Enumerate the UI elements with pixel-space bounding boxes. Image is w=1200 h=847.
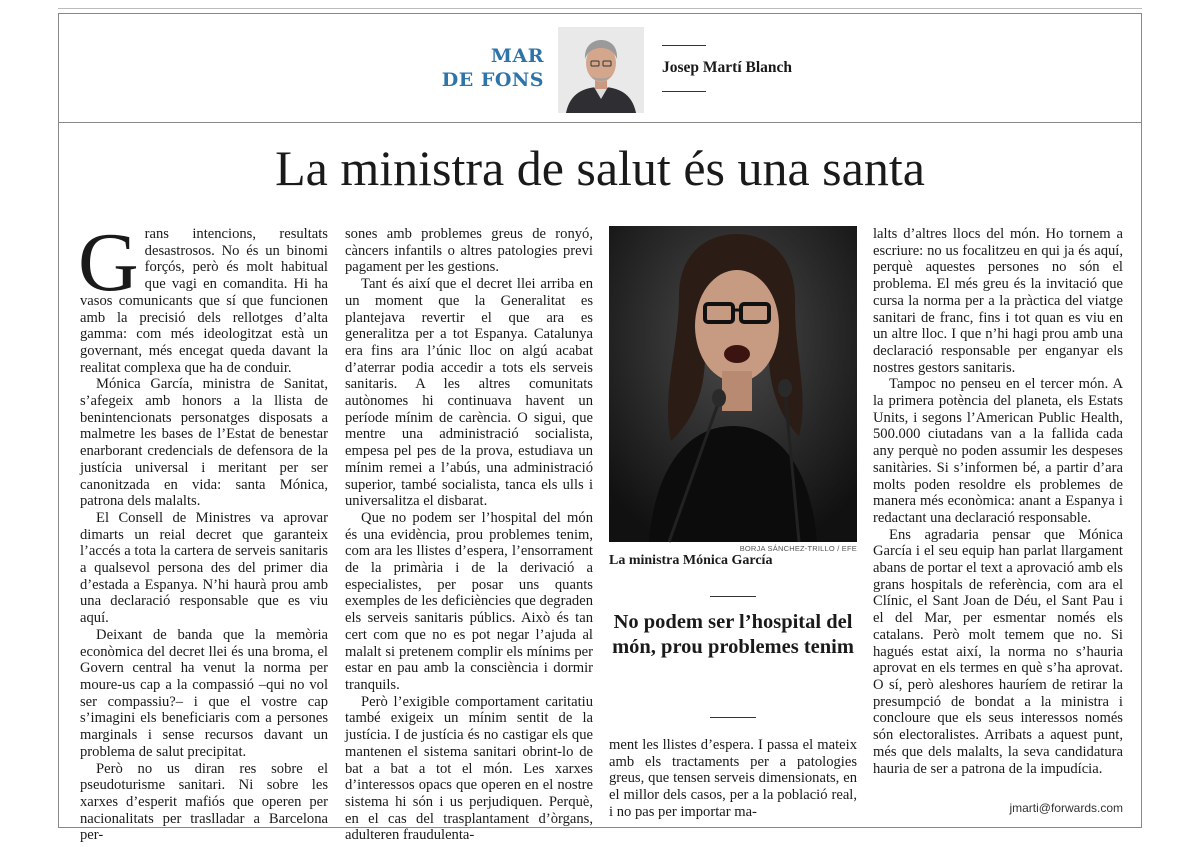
paragraph: Però l’exigible comportament caritatiu també exigeix un mínim sentit de la justícia. I de justícia és no castigar els que mantenen el sistema sanitari obrint-lo de bat a bat a tot el món. Les xarxes d’interessos opacs que operen en el nostre sistema hi són i us perjudiquen. Perquè, en el cas del trasplantament d’òrgans, adulteren fraudulenta- (345, 693, 593, 844)
paragraph: Però no us diran res sobre el pseudoturisme sanitari. Ni sobre les xarxes d’esperit mafiós que operen per nacionalitats per traslladar a Barcelona per- (80, 760, 328, 844)
paragraph: Tampoc no penseu en el tercer món. A la primera potència del planeta, els Estats Units, i segons l’American Public Health, 500.000 ciutadans van a la fallida cada any perquè no poden assumir les despeses sanitàries. Si s’informen bé, a partir d’ara molts poden resoldre els problemes de manera més econòmica: anant a Espanya i redactant una declaració responsable. (873, 376, 1123, 526)
paragraph-text: rans intencions, resultats desastrosos. No és un binomi forçós, però és molt habitual que vagi en comandita. Hi ha vasos comunicants que sí que funcionen amb la precisió dels rellotges d’alta gamma: com més ideologitzat està un governant, més encegat queda davant la realitat complexa que ha de conduir. (80, 226, 328, 376)
section-name-line1: MAR (490, 45, 544, 67)
minister-speaking-illustration (609, 226, 857, 542)
paragraph: lalts d’altres llocs del món. Ho tornem a escriure: no us focalitzeu en qui ja és aquí, perquè aquestes persones no són el problema. El més greu és la invitació que cursa la norma per a la pràctica del viatge sanitari de franc, fins i tot quan es viu en un altre lloc. I que n’hi hagi prou amb una declaració responsable per enganyar els nostres gestors sanitaris. (873, 226, 1123, 376)
author-rule-top (662, 45, 706, 46)
article-column-1 (78, 216, 328, 844)
author-avatar (558, 27, 644, 113)
paragraph: El Consell de Ministres va aprovar dimarts un reial decret que garanteix l’accés a tota la cartera de serveis sanitaris a qualsevol persona des del primer dia d’estada a Espanya. N’hi haurà prou amb una declaració responsable que es viu aquí. (80, 509, 328, 627)
article-column-2 (345, 226, 593, 844)
header-divider (58, 122, 1142, 123)
paragraph: Mónica García, ministra de Sanitat, s’afegeix amb honors a la llista de benintencionats personatges disposats a malmetre les bases de l’Estat de benestar enarborant credencials de defensora de la justícia universal i meritant per ser canonitzada en vida: santa Mónica, patrona dels malalts. (80, 376, 328, 510)
author-portrait-illustration (558, 27, 644, 113)
drop-cap: G (78, 216, 139, 309)
photo-caption: La ministra Mónica García (609, 553, 773, 568)
minister-photo (609, 226, 857, 542)
headline: La ministra de salut és una santa (275, 140, 925, 196)
pull-quote-rule-top (710, 596, 756, 597)
pull-quote-rule-bottom (710, 717, 756, 718)
paragraph: sones amb problemes greus de ronyó, càncers infantils o altres patologies previ pagament per les gestions. (345, 226, 593, 276)
paragraph: ment les llistes d’espera. I passa el mateix amb els tractaments per a patologies greus, que tensen serveis dimensionats, en el millor dels casos, per a la població real, i no pas per importar ma- (609, 737, 857, 820)
author-rule-bottom (662, 91, 706, 92)
author-name: Josep Martí Blanch (662, 59, 793, 76)
paragraph: Tant és així que el decret llei arriba en un moment que la Generalitat es plantejava revertir el que ara es generalitza per a tot Espanya. Catalunya era fins ara l’únic lloc on algú acabat d’aterrar podia accedir a tots els serveis sanitaris. A les altres comunitats autònomes hi continuava havent un període mínim de carència. O sigui, que mentre una administració socialista, empesa pel pes de la prova, estudiava un mínim remei a l’abús, una administració superior, també socialista, tanca els ulls i universalitza el disbarat. (345, 276, 593, 510)
paragraph: Ens agradaria pensar que Mónica García i el seu equip han parlat llargament abans de portar el text a aprovació amb els grans hospitals de referència, com ara el Clínic, el Sant Joan de Déu, el Sant Pau i el del Mar, per esmentar només els catalans. Però molt temem que no. Si hagués estat així, la norma no s’hauria aprovat en els termes en què s’ha aprovat. O sí, però aleshores hauríem de retirar la presumpció de bondat a la ministra i concloure que els seus interessos només són electoralistes. Arribats a aquest punt, més que dels malalts, la seva candidatura hauria de ser a patrona de la impudícia. (873, 526, 1123, 777)
pull-quote: No podem ser l’hospital del món, prou problemes tenim (612, 611, 854, 658)
author-email: jmarti@forwards.com (1009, 801, 1123, 815)
photo-credit: BORJA SÁNCHEZ-TRILLO / EFE (739, 544, 857, 553)
paragraph (78, 216, 328, 376)
column-section-name (416, 44, 544, 92)
article-column-3 (609, 737, 857, 827)
section-name-line2: DE FONS (441, 69, 544, 91)
page-top-rule (58, 8, 1142, 9)
paragraph: Que no podem ser l’hospital del món és una evidència, prou problemes tenim, com ara les llistes d’espera, l’ensorrament de la primària i de la derivació a especialistes, per posar uns quants exemples de les deficiències que degraden els serveis sanitaris públics. Això és tan cert com que no es pot negar l’ajuda al malalt si pretenem complir els mínims per estar en pau amb la consciència i dormir tranquils. (345, 509, 593, 693)
paragraph: Deixant de banda que la memòria econòmica del decret llei és una broma, el Govern central ha venut la norma per moure-us cap a la compassió –qui no vol ser compassiu?– i que el vostre cap s’imagini els beneficiaris com a persones marginals i sense recursos davant un problema de salut precipitat. (80, 626, 328, 760)
article-column-4 (873, 226, 1123, 801)
